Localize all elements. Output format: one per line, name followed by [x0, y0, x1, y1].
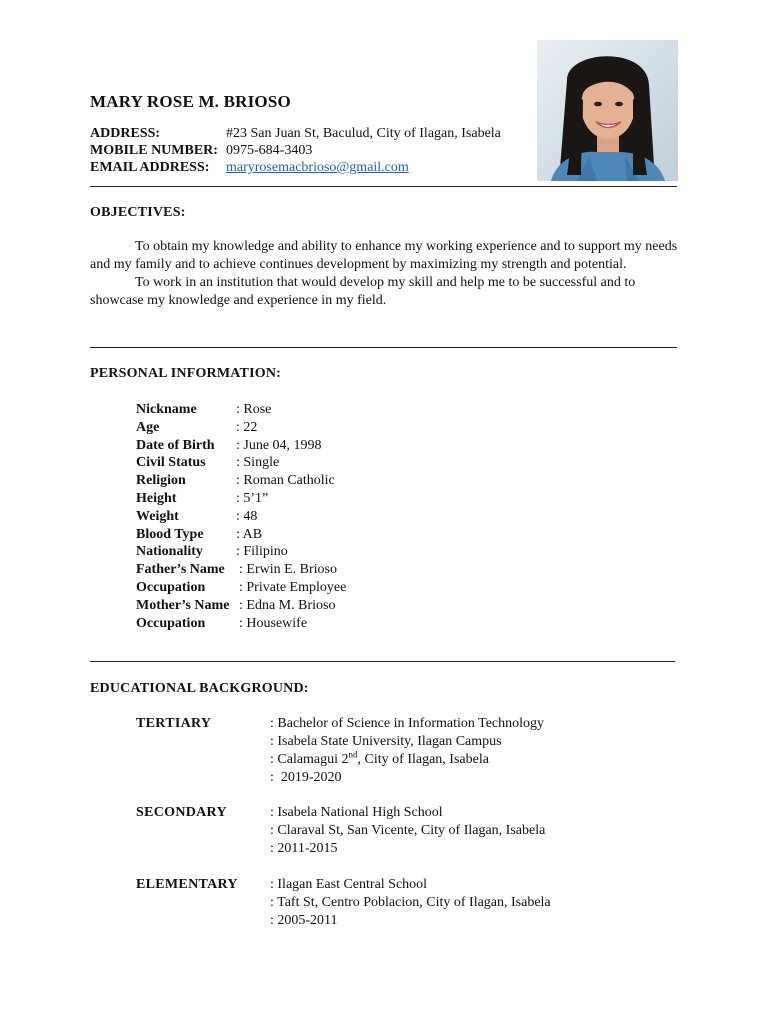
info-label: Height — [136, 490, 177, 506]
personal-info-divider — [90, 661, 675, 662]
education-heading: EDUCATIONAL BACKGROUND: — [90, 681, 309, 696]
personal-info-list — [136, 401, 346, 632]
info-label: Occupation — [136, 579, 206, 595]
education-details — [270, 715, 544, 787]
info-label: Father’s Name — [136, 562, 225, 578]
elementary-years: : 2005-2011 — [270, 913, 338, 928]
info-row-age — [136, 419, 346, 437]
info-row-nationality — [136, 543, 346, 561]
tertiary-course: : Bachelor of Science in Information Technology — [270, 716, 545, 731]
info-row-mother-occupation — [136, 615, 346, 633]
education-details — [270, 876, 551, 930]
objective-paragraph: To work in an institution that would develop my skill and help me to be successful and to showcase my knowledge and experience in my field. — [90, 275, 636, 308]
objectives-divider — [90, 347, 677, 348]
email-row — [90, 159, 501, 176]
education-level-label: ELEMENTARY — [136, 877, 238, 892]
info-label: Age — [136, 419, 160, 435]
secondary-school: : Isabela National High School — [270, 805, 443, 820]
info-row-religion — [136, 472, 346, 490]
address-part: , City of Ilagan, Isabela — [357, 752, 489, 767]
tertiary-school: : Isabela State University, Ilagan Campus — [270, 734, 502, 749]
personal-info-heading: PERSONAL INFORMATION: — [90, 366, 282, 381]
info-row-father-occupation — [136, 579, 346, 597]
info-value: : Rose — [236, 402, 272, 417]
objectives-heading: OBJECTIVES: — [90, 205, 186, 220]
secondary-address: : Claraval St, San Vicente, City of Ilagan, Isabela — [270, 823, 546, 838]
ordinal-suffix: nd — [348, 749, 358, 760]
portrait-photo — [537, 40, 678, 181]
info-row-mothers-name — [136, 597, 346, 615]
info-value: : Housewife — [239, 615, 308, 631]
info-value: : Erwin E. Brioso — [239, 562, 337, 578]
education-level-label: TERTIARY — [136, 716, 212, 731]
applicant-name: MARY ROSE M. BRIOSO — [90, 92, 291, 111]
email-link[interactable]: maryrosemacbrioso@gmail.com — [226, 160, 409, 175]
info-value: : AB — [236, 526, 263, 542]
info-label: Nickname — [136, 402, 197, 417]
info-value: : Single — [236, 455, 280, 471]
info-label: Nationality — [136, 544, 203, 560]
info-label: Date of Birth — [136, 437, 215, 453]
elementary-school: : Ilagan East Central School — [270, 877, 428, 892]
email-label: EMAIL ADDRESS: — [90, 160, 210, 175]
objective-paragraph: To obtain my knowledge and ability to enhance my working experience and to support my needs and my family and to achieve continues development by maximizing my strength and potential. — [90, 239, 678, 272]
info-label: Weight — [136, 508, 179, 524]
address-part: : Calamagui 2 — [270, 752, 349, 767]
info-value: : 48 — [236, 508, 258, 524]
contact-block — [90, 125, 501, 176]
info-value: : 22 — [236, 419, 258, 435]
mobile-row — [90, 142, 501, 159]
info-label: Religion — [136, 473, 186, 489]
mobile-label: MOBILE NUMBER: — [90, 143, 218, 158]
info-row-birthdate — [136, 437, 346, 455]
info-label: Occupation — [136, 615, 206, 631]
info-row-fathers-name — [136, 561, 346, 579]
tertiary-years: : 2019-2020 — [270, 770, 342, 785]
info-label: Mother’s Name — [136, 597, 230, 613]
info-label: Blood Type — [136, 526, 204, 542]
info-value: : Filipino — [236, 544, 288, 560]
secondary-years: : 2011-2015 — [270, 841, 338, 856]
education-details — [270, 804, 545, 858]
info-row-civil-status — [136, 454, 346, 472]
info-value: : June 04, 1998 — [236, 437, 322, 453]
info-row-weight — [136, 508, 346, 526]
address-row — [90, 125, 501, 142]
info-label: Civil Status — [136, 455, 206, 471]
education-level-label: SECONDARY — [136, 805, 227, 820]
header-divider — [90, 186, 677, 187]
info-row-height — [136, 490, 346, 508]
info-value: : 5’1” — [236, 490, 269, 506]
info-value: : Private Employee — [239, 579, 347, 595]
address-label: ADDRESS: — [90, 126, 161, 141]
info-value: : Edna M. Brioso — [239, 597, 336, 613]
info-row-nickname — [136, 401, 346, 419]
objectives-text — [90, 238, 678, 310]
info-value: : Roman Catholic — [236, 473, 335, 489]
mobile-value: 0975-684-3403 — [226, 143, 313, 158]
elementary-address: : Taft St, Centro Poblacion, City of Ilagan, Isabela — [270, 895, 551, 910]
info-row-blood-type — [136, 526, 346, 544]
address-value: #23 San Juan St, Baculud, City of Ilagan, Isabela — [226, 126, 501, 141]
tertiary-address — [270, 751, 544, 769]
portrait-photo-icon — [537, 40, 678, 181]
